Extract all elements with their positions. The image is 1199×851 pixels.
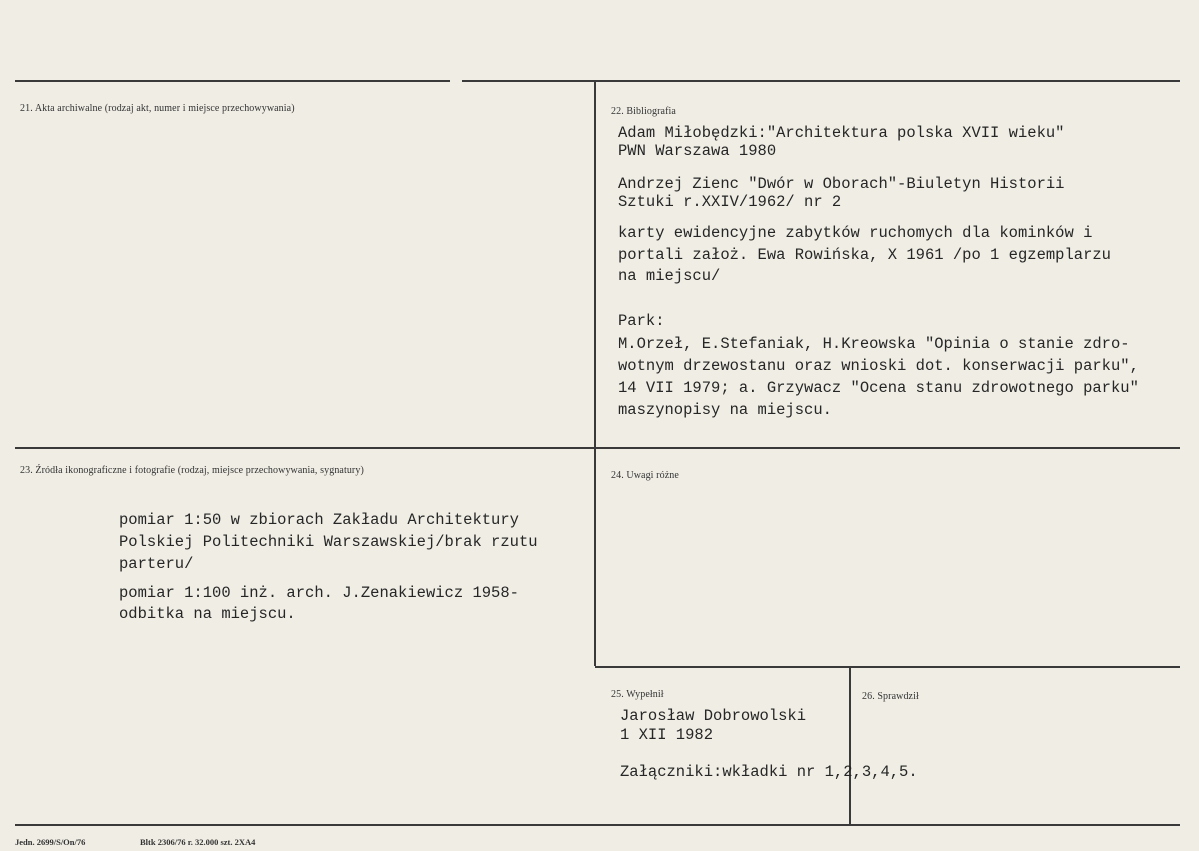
bibliography-line: M.Orzeł, E.Stefaniak, H.Kreowska "Opinia o stanie zdro-	[618, 335, 1130, 353]
bibliography-line: Adam Miłobędzki:"Architektura polska XVII wieku"	[618, 124, 1065, 142]
signature-divider	[849, 666, 851, 824]
center-divider	[594, 80, 596, 666]
section-24-label: 24. Uwagi różne	[611, 470, 679, 481]
source-line: Polskiej Politechniki Warszawskiej/brak rzutu	[119, 533, 538, 551]
section-22-label: 22. Bibliografia	[611, 106, 676, 117]
source-line: parteru/	[119, 555, 194, 573]
top-rule-left	[15, 80, 450, 82]
source-line: pomiar 1:50 w zbiorach Zakładu Architektury	[119, 511, 519, 529]
footer-print-info: Bltk 2306/76 r. 32.000 szt. 2XA4	[140, 837, 256, 847]
source-line: odbitka na miejscu.	[119, 605, 296, 623]
filled-by-name: Jarosław Dobrowolski	[620, 707, 807, 725]
attachments-line: Załączniki:wkładki nr 1,2,3,4,5.	[620, 763, 918, 781]
section-23-label: 23. Źródła ikonograficzne i fotografie (rodzaj, miejsce przechowywania, sygnatury)	[20, 465, 364, 476]
footer-form-id: Jedn. 2699/S/On/76	[15, 837, 86, 847]
bibliography-line: wotnym drzewostanu oraz wnioski dot. konserwacji parku",	[618, 357, 1139, 375]
top-rule-right	[462, 80, 1180, 82]
filled-by-date: 1 XII 1982	[620, 726, 714, 744]
bibliography-line: Andrzej Zienc "Dwór w Oborach"-Biuletyn Historii	[618, 175, 1065, 193]
bibliography-line: PWN Warszawa 1980	[618, 142, 777, 160]
bibliography-line: na miejscu/	[618, 267, 721, 285]
section-26-label: 26. Sprawdził	[862, 691, 919, 702]
bibliography-line: maszynopisy na miejscu.	[618, 401, 832, 419]
source-line: pomiar 1:100 inż. arch. J.Zenakiewicz 1958-	[119, 584, 519, 602]
bibliography-line: Sztuki r.XXIV/1962/ nr 2	[618, 193, 842, 211]
section-21-label: 21. Akta archiwalne (rodzaj akt, numer i miejsce przechowywania)	[20, 103, 295, 114]
section-25-label: 25. Wypełnił	[611, 689, 664, 700]
bottom-rule	[15, 824, 1180, 826]
bibliography-line: Park:	[618, 312, 665, 330]
bibliography-line: karty ewidencyjne zabytków ruchomych dla kominków i	[618, 224, 1093, 242]
bibliography-line: 14 VII 1979; a. Grzywacz "Ocena stanu zdrowotnego parku"	[618, 379, 1139, 397]
bibliography-line: portali założ. Ewa Rowińska, X 1961 /po 1 egzemplarzu	[618, 246, 1111, 264]
lower-right-rule	[595, 666, 1180, 668]
middle-rule	[15, 447, 1180, 449]
